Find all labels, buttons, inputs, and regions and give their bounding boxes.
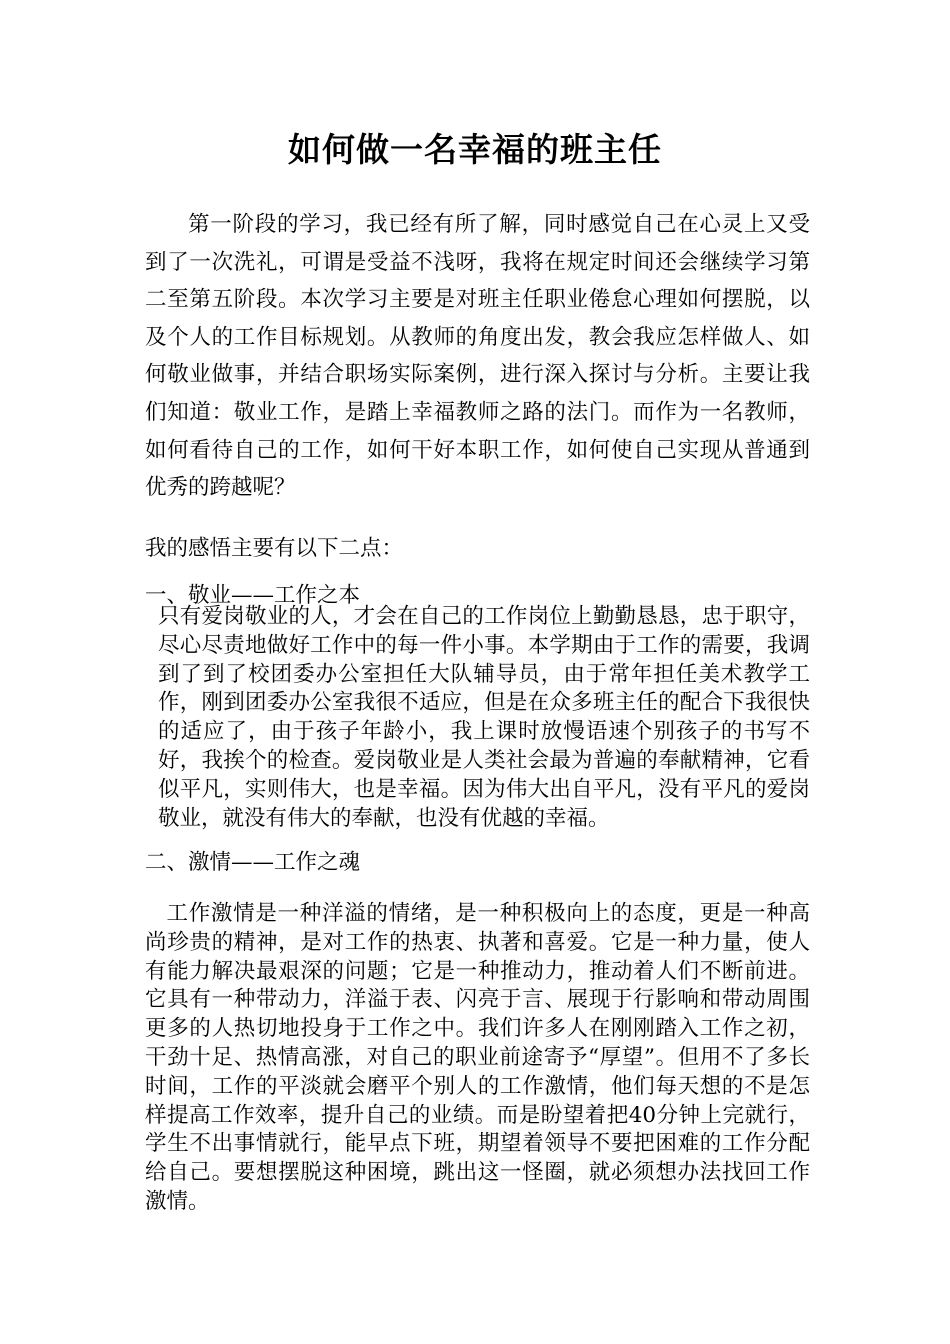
section-body-2: 工作激情是一种洋溢的情绪，是一种积极向上的态度，更是一种高尚珍贵的精神，是对工作的热衷、执著和喜爱。它是一种力量，使人有能力解决最艰深的问题；它是一种推动力，推动着人们不断前进。它具有一种带动力，洋溢于表、闪亮于言、展现于行影响和带动周围更多的人热切地投身于工作之中。我们许多人在刚刚踏入工作之初，干劲十足、热情高涨，对自己的职业前途寄予“厚望”。但用不了多长时间，工作的平淡就会磨平个别人的工作激情，他们每天想的不是怎样提高工作效率，提升自己的业绩。而是盼望着把40分钟上完就行，学生不出事情就行，能早点下班，期望着领导不要把困难的工作分配给自己。要想摆脱这种困境，跳出这一怪圈，就必须想办法找回工作激情。: [145, 901, 810, 1214]
section-body-1: 只有爱岗敬业的人，才会在自己的工作岗位上勤勤恳恳，忠于职守，尽心尽责地做好工作中的每一件小事。本学期由于工作的需要，我调到了到了校团委办公室担任大队辅导员，由于常年担任美术教学工作，刚到团委办公室我很不适应，但是在众多班主任的配合下我很快的适应了，由于孩子年龄小，我上课时放慢语速个别孩子的书写不好，我挨个的检查。爱岗敬业是人类社会最为普遍的奉献精神，它看似平凡，实则伟大，也是幸福。因为伟大出自平凡，没有平凡的爱岗敬业，就没有伟大的奉献，也没有优越的幸福。: [158, 604, 810, 831]
lead-paragraph: 我的感悟主要有以下二点：: [145, 536, 404, 561]
intro-paragraph: 第一阶段的学习，我已经有所了解，同时感觉自己在心灵上又受到了一次洗礼，可谓是受益不浅呀，我将在规定时间还会继续学习第二至第五阶段。本次学习主要是对班主任职业倦怠心理如何摆脱，以及个人的工作目标规划。从教师的角度出发，教会我应怎样做人、如何敬业做事，并结合职场实际案例，进行深入探讨与分析。主要让我们知道：敬业工作，是踏上幸福教师之路的法门。而作为一名教师，如何看待自己的工作，如何干好本职工作，如何使自己实现从普通到优秀的跨越呢？: [145, 212, 810, 501]
section-heading-2: 二、激情——工作之魂: [145, 850, 361, 875]
document-title: 如何做一名幸福的班主任: [288, 130, 662, 169]
section-heading-1: 一、敬业——工作之本: [145, 583, 361, 608]
